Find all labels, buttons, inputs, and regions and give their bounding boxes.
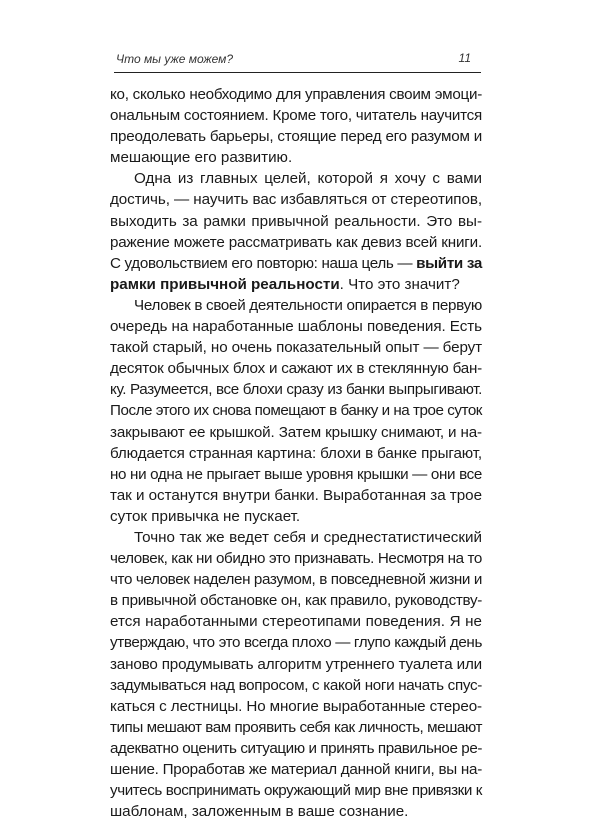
text-line: в привычной обстановке он, как правило, руководству-	[110, 592, 482, 610]
text-line: человек, как ни обидно это признавать. Несмотря на то	[110, 550, 482, 568]
text-line: что человек наделен разумом, в повседневной жизни и	[110, 571, 482, 589]
text-line: так и останутся внутри банки. Выработанная за трое	[110, 486, 482, 504]
text-line: шение. Проработав же материал данной книги, вы на-	[110, 761, 482, 778]
text-line: ку. Разумеется, все блохи сразу из банки выпрыгивают.	[110, 381, 482, 399]
text-line: такой старый, но очень показательный опыт — берут	[110, 339, 482, 357]
text-line: Точно так же ведет себя и среднестатистический	[134, 528, 482, 546]
text-line: задумываться над вопросом, с какой ноги начать спус-	[110, 676, 482, 694]
paragraph	[110, 295, 482, 527]
text-line: Одна из главных целей, которой я хочу с вами	[134, 170, 482, 188]
text-line: преодолевать барьеры, стоящие перед его разумом и	[110, 128, 482, 146]
text-line: выходить за рамки привычной реальности. Это вы-	[110, 212, 482, 230]
text-line: ражение можете рассматривать как девиз всей книги.	[110, 233, 482, 251]
page-number: 11	[458, 51, 471, 65]
text-line: шаблонам, заложенным в ваше сознание.	[110, 803, 409, 821]
running-head-title: Что мы уже можем?	[116, 52, 234, 66]
text-line: очередь на наработанные шаблоны поведения. Есть	[110, 318, 482, 336]
text-line	[110, 274, 482, 295]
text-line: каться с лестницы. Но многие выработанные стерео-	[110, 697, 482, 715]
text-line: ко, сколько необходимо для управления своим эмоци-	[110, 86, 482, 103]
text-line: заново продумывать алгоритм утреннего туалета или	[110, 655, 482, 673]
text-run: С удовольствием его повторю: наша цель —	[110, 254, 417, 272]
text-run: . Что это значит?	[339, 275, 460, 293]
text-line: утверждаю, что это всегда плохо — глупо каждый день	[110, 634, 482, 652]
text-line: мешающие его развитию.	[110, 149, 293, 167]
text-line: десяток обычных блох и сажают их в стеклянную бан-	[110, 360, 482, 378]
body-text	[110, 84, 482, 822]
text-line: Человек в своей деятельности опирается в первую	[134, 296, 482, 314]
text-line: ется наработанными стереотипами поведения. Я не	[110, 613, 482, 631]
text-line: типы мешают вам проявить себя как личность, мешают	[110, 718, 482, 736]
paragraph	[110, 168, 482, 295]
text-line: но ни одна не прыгает выше уровня крышки — они все	[110, 465, 482, 483]
text-line: блюдается странная картина: блохи в банке прыгают,	[110, 444, 482, 462]
text-line: закрывают ее крышкой. Затем крышку снимают, и на-	[110, 423, 482, 441]
emphasis-text: выйти за	[416, 254, 482, 272]
paragraph	[110, 527, 482, 822]
text-line: суток привычка не пускает.	[110, 507, 301, 525]
text-line: адекватно оценить ситуацию и принять правильное ре-	[110, 739, 482, 757]
text-line: учитесь воспринимать окружающий мир вне привязки к	[110, 782, 482, 800]
paragraph	[110, 84, 482, 168]
text-line	[110, 253, 482, 274]
running-header	[114, 50, 481, 73]
text-line: После этого их снова помещают в банку и на трое суток	[110, 402, 482, 420]
text-line: достичь, — научить вас избавляться от стереотипов,	[110, 191, 482, 209]
text-line: ональным состоянием. Кроме того, читатель научится	[110, 107, 482, 125]
emphasis-text: рамки привычной реальности	[110, 275, 340, 293]
